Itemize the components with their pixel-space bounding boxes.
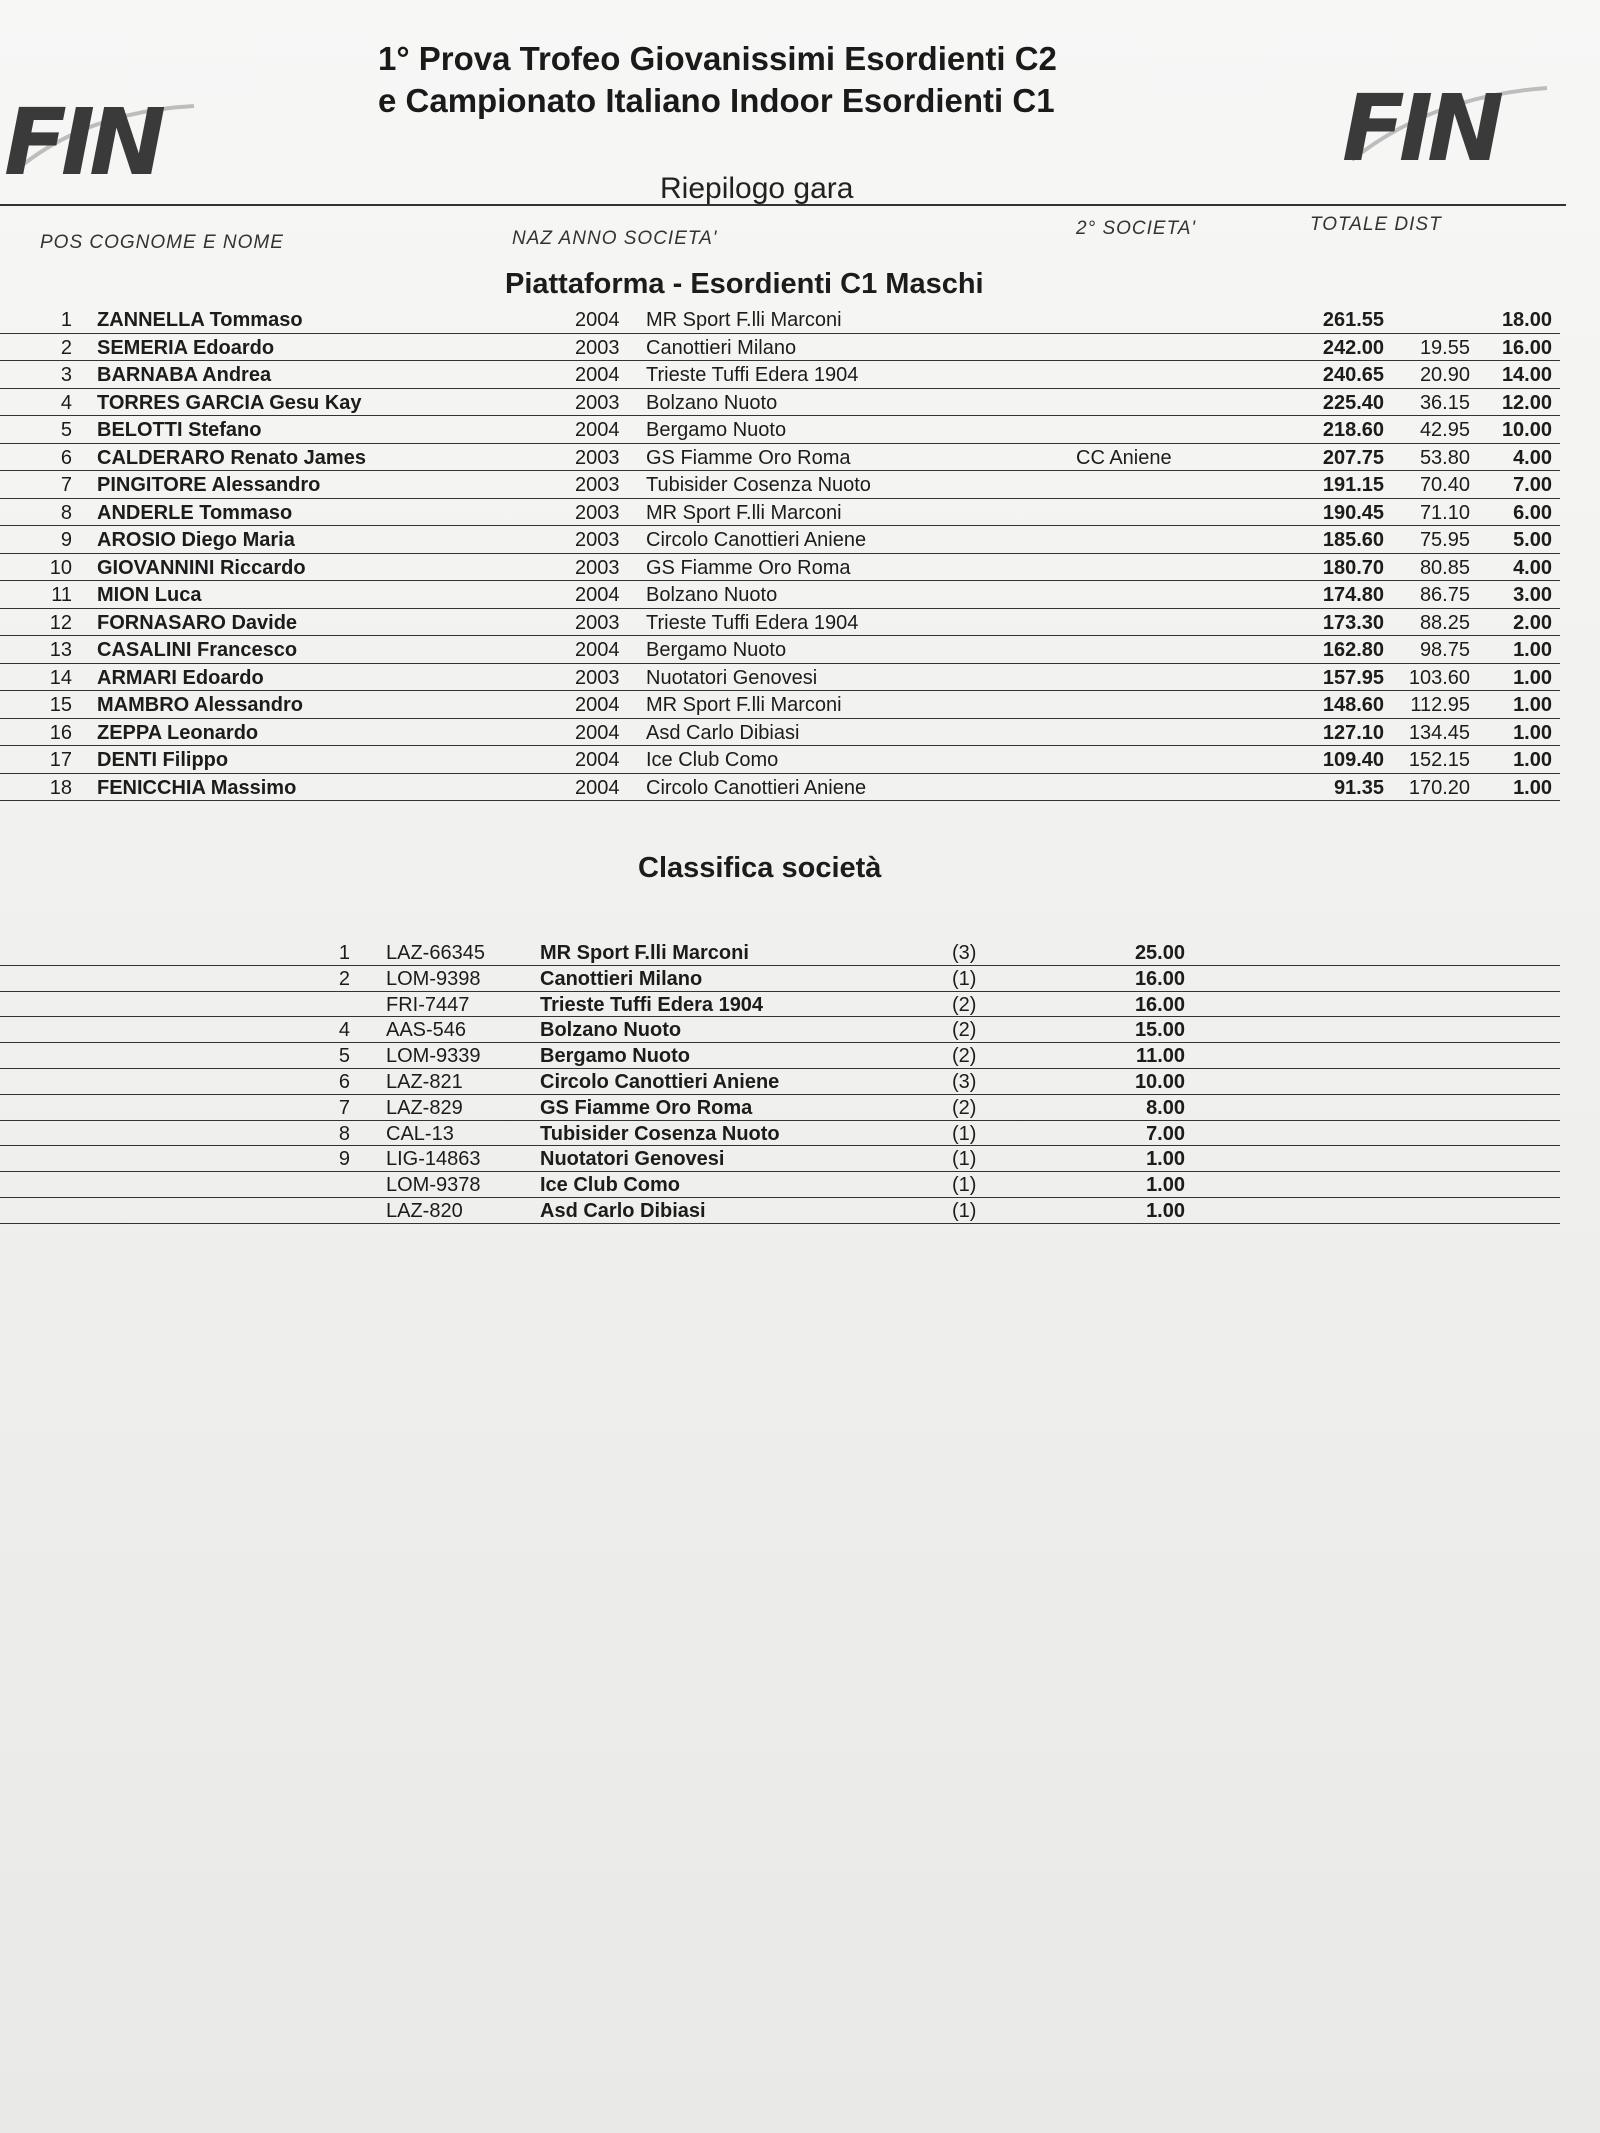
result-total: 162.80 <box>1322 639 1384 661</box>
club-count: (3) <box>952 942 977 964</box>
club-points: 16.00 <box>1134 967 1185 990</box>
fin-logo-left-text: FIN <box>4 92 161 184</box>
result-pos: 5 <box>60 419 72 441</box>
table-row <box>0 499 1560 527</box>
result-pos: 18 <box>49 776 72 799</box>
club-points: 8.00 <box>1146 1096 1185 1119</box>
result-points: 1.00 <box>1513 666 1552 689</box>
result-year: 2003 <box>575 474 620 496</box>
result-points: 1.00 <box>1513 776 1552 799</box>
club-count: (2) <box>952 993 977 1016</box>
results-table <box>0 306 1560 801</box>
result-year: 2003 <box>575 391 620 414</box>
result-club: Circolo Canottieri Aniene <box>646 529 867 551</box>
result-points: 1.00 <box>1513 694 1552 716</box>
result-total: 225.40 <box>1322 391 1384 414</box>
club-points: 1.00 <box>1146 1174 1185 1197</box>
result-year: 2003 <box>575 529 620 551</box>
club-code: LAZ-820 <box>386 1199 463 1222</box>
result-total: 261.55 <box>1322 309 1384 331</box>
result-dist: 134.45 <box>1408 721 1470 744</box>
table-row <box>0 966 1560 992</box>
table-row <box>0 526 1560 554</box>
result-dist: 75.95 <box>1419 529 1470 551</box>
fin-logo-right <box>1342 76 1554 170</box>
result-dist: 112.95 <box>1410 694 1470 716</box>
club-rank: 1 <box>338 942 350 964</box>
result-club: Trieste Tuffi Edera 1904 <box>646 364 859 386</box>
result-club: Tubisider Cosenza Nuoto <box>646 474 871 496</box>
result-pos: 13 <box>49 639 72 661</box>
result-total: 109.40 <box>1322 749 1384 771</box>
table-row <box>0 940 1560 966</box>
table-row <box>0 691 1560 719</box>
fin-logo-left <box>4 92 204 184</box>
result-dist: 42.95 <box>1419 419 1470 441</box>
club-code: AAS-546 <box>386 1019 467 1042</box>
header-rule <box>0 204 1566 206</box>
result-points: 6.00 <box>1513 501 1552 524</box>
result-name: ANDERLE Tommaso <box>97 501 293 524</box>
result-dist: 88.25 <box>1419 611 1470 634</box>
result-pos: 12 <box>49 611 72 634</box>
result-year: 2004 <box>575 749 620 771</box>
club-name: Bolzano Nuoto <box>540 1019 682 1042</box>
club-name: Nuotatori Genovesi <box>540 1148 725 1171</box>
result-club: Bolzano Nuoto <box>646 391 778 414</box>
result-pos: 10 <box>49 556 72 579</box>
result-club: Circolo Canottieri Aniene <box>646 776 867 799</box>
result-pos: 1 <box>60 309 72 331</box>
result-dist: 98.75 <box>1419 639 1470 661</box>
club-points: 11.00 <box>1136 1045 1185 1068</box>
result-points: 1.00 <box>1513 639 1552 661</box>
table-row <box>0 1146 1560 1172</box>
result-points: 7.00 <box>1513 474 1552 496</box>
result-points: 16.00 <box>1501 336 1552 359</box>
page-subtitle: Riepilogo gara <box>660 172 854 205</box>
result-total: 242.00 <box>1322 336 1384 359</box>
club-count: (3) <box>952 1070 977 1093</box>
result-club: Bergamo Nuoto <box>646 639 787 661</box>
result-name: BELOTTI Stefano <box>97 419 262 441</box>
club-name: Bergamo Nuoto <box>540 1045 690 1068</box>
table-row <box>0 1121 1560 1147</box>
result-name: TORRES GARCIA Gesu Kay <box>97 391 362 414</box>
club-code: LIG-14863 <box>386 1148 481 1171</box>
result-name: CASALINI Francesco <box>97 639 298 661</box>
club-points: 7.00 <box>1146 1122 1185 1145</box>
club-points: 1.00 <box>1146 1148 1185 1171</box>
table-row <box>0 361 1560 389</box>
table-row <box>0 334 1560 362</box>
result-points: 3.00 <box>1513 584 1552 606</box>
result-dist: 152.15 <box>1408 749 1470 771</box>
result-club: Asd Carlo Dibiasi <box>646 721 800 744</box>
result-total: 157.95 <box>1322 666 1384 689</box>
club-code: LOM-9378 <box>386 1174 481 1197</box>
club-name: Trieste Tuffi Edera 1904 <box>540 993 764 1016</box>
result-club: GS Fiamme Oro Roma <box>646 446 851 469</box>
table-row <box>0 306 1560 334</box>
club-rank: 6 <box>338 1070 350 1093</box>
result-total: 148.60 <box>1322 694 1384 716</box>
result-pos: 2 <box>60 336 72 359</box>
result-name: FORNASARO Davide <box>97 611 298 634</box>
col-header-pos-name: POS COGNOME E NOME <box>40 232 284 253</box>
club-points: 15.00 <box>1134 1019 1185 1042</box>
result-total: 185.60 <box>1322 529 1384 551</box>
club-count: (2) <box>952 1045 977 1068</box>
result-club: Bolzano Nuoto <box>646 584 778 606</box>
result-pos: 9 <box>60 529 72 551</box>
result-name: PINGITORE Alessandro <box>97 474 321 496</box>
table-row <box>0 1198 1560 1224</box>
result-name: ARMARI Edoardo <box>97 666 264 689</box>
club-name: Ice Club Como <box>540 1174 681 1197</box>
result-name: MAMBRO Alessandro <box>97 694 303 716</box>
table-row <box>0 746 1560 774</box>
col-header-totale-dist: TOTALE DIST <box>1310 214 1442 235</box>
result-club: Trieste Tuffi Edera 1904 <box>646 611 859 634</box>
club-code: LAZ-66345 <box>386 942 485 964</box>
result-name: SEMERIA Edoardo <box>97 336 275 359</box>
result-pos: 14 <box>49 666 72 689</box>
table-row <box>0 416 1560 444</box>
title-line-1: 1° Prova Trofeo Giovanissimi Esordienti C2 <box>378 40 1057 77</box>
result-year: 2003 <box>575 336 620 359</box>
table-row <box>0 664 1560 692</box>
result-year: 2004 <box>575 721 620 744</box>
result-total: 173.30 <box>1322 611 1384 634</box>
result-pos: 3 <box>60 364 72 386</box>
result-pos: 4 <box>60 391 72 414</box>
table-row <box>0 444 1560 472</box>
result-total: 190.45 <box>1322 501 1384 524</box>
result-year: 2003 <box>575 446 620 469</box>
club-ranking-title: Classifica società <box>638 852 882 884</box>
result-club: Ice Club Como <box>646 749 779 771</box>
result-club: MR Sport F.lli Marconi <box>646 501 842 524</box>
result-year: 2004 <box>575 639 620 661</box>
club-rank: 4 <box>338 1019 350 1042</box>
result-pos: 6 <box>60 446 72 469</box>
table-row <box>0 1095 1560 1121</box>
title-line-2: e Campionato Italiano Indoor Esordienti C1 <box>378 82 1055 119</box>
result-total: 218.60 <box>1322 419 1384 441</box>
result-dist: 53.80 <box>1419 446 1470 469</box>
result-total: 91.35 <box>1333 776 1384 799</box>
club-count: (2) <box>952 1096 977 1119</box>
result-club: GS Fiamme Oro Roma <box>646 556 851 579</box>
result-total: 240.65 <box>1322 364 1384 386</box>
result-pos: 8 <box>60 501 72 524</box>
result-points: 4.00 <box>1513 556 1552 579</box>
result-dist: 86.75 <box>1419 584 1470 606</box>
result-points: 14.00 <box>1501 364 1552 386</box>
result-club: Canottieri Milano <box>646 336 797 359</box>
table-row <box>0 554 1560 582</box>
result-dist: 71.10 <box>1419 501 1470 524</box>
club-count: (1) <box>952 1199 977 1222</box>
result-total: 191.15 <box>1322 474 1384 496</box>
col-header-societa2: 2° SOCIETA' <box>1076 218 1197 239</box>
club-code: LOM-9339 <box>386 1045 481 1068</box>
club-code: CAL-13 <box>386 1122 454 1145</box>
result-club: MR Sport F.lli Marconi <box>646 309 842 331</box>
result-name: DENTI Filippo <box>97 749 229 771</box>
club-count: (1) <box>952 1174 977 1197</box>
result-name: AROSIO Diego Maria <box>97 529 295 551</box>
result-dist: 103.60 <box>1408 666 1470 689</box>
result-dist: 80.85 <box>1419 556 1470 579</box>
result-points: 2.00 <box>1513 611 1552 634</box>
table-row <box>0 774 1560 802</box>
club-rank: 7 <box>338 1096 350 1119</box>
table-row <box>0 1069 1560 1095</box>
club-rank: 2 <box>338 967 350 990</box>
table-row <box>0 992 1560 1018</box>
result-year: 2004 <box>575 309 620 331</box>
club-rank: 5 <box>338 1045 350 1068</box>
result-year: 2003 <box>575 501 620 524</box>
result-points: 1.00 <box>1513 749 1552 771</box>
result-name: CALDERARO Renato James <box>97 446 366 469</box>
result-name: BARNABA Andrea <box>97 364 272 386</box>
result-name: FENICCHIA Massimo <box>97 776 297 799</box>
result-total: 174.80 <box>1322 584 1384 606</box>
result-year: 2003 <box>575 611 620 634</box>
club-name: GS Fiamme Oro Roma <box>540 1096 753 1119</box>
club-rank: 8 <box>338 1122 350 1145</box>
result-pos: 7 <box>60 474 72 496</box>
result-pos: 15 <box>49 694 72 716</box>
fin-logo-right-text: FIN <box>1342 76 1499 170</box>
col-header-naz-anno-societa: NAZ ANNO SOCIETA' <box>512 228 718 249</box>
club-name: Asd Carlo Dibiasi <box>540 1199 706 1222</box>
club-name: Circolo Canottieri Aniene <box>540 1070 780 1093</box>
result-points: 12.00 <box>1501 391 1552 414</box>
event-title: Piattaforma - Esordienti C1 Maschi <box>505 268 984 300</box>
result-points: 18.00 <box>1501 309 1552 331</box>
club-name: Tubisider Cosenza Nuoto <box>540 1122 780 1145</box>
club-count: (1) <box>952 1148 977 1171</box>
club-code: LOM-9398 <box>386 967 481 990</box>
result-pos: 17 <box>49 749 72 771</box>
result-dist: 70.40 <box>1419 474 1470 496</box>
result-points: 10.00 <box>1501 419 1552 441</box>
result-total: 207.75 <box>1322 446 1384 469</box>
result-points: 1.00 <box>1513 721 1552 744</box>
page-title <box>378 38 1198 122</box>
result-year: 2004 <box>575 364 620 386</box>
club-count: (2) <box>952 1019 977 1042</box>
table-row <box>0 636 1560 664</box>
club-points: 25.00 <box>1134 942 1185 964</box>
result-dist: 19.55 <box>1419 336 1470 359</box>
table-row <box>0 1172 1560 1198</box>
result-pos: 11 <box>51 584 72 606</box>
result-club: Nuotatori Genovesi <box>646 666 818 689</box>
result-total: 180.70 <box>1322 556 1384 579</box>
result-name: ZEPPA Leonardo <box>97 721 259 744</box>
table-row <box>0 719 1560 747</box>
club-name: MR Sport F.lli Marconi <box>540 942 749 964</box>
table-row <box>0 389 1560 417</box>
club-count: (1) <box>952 967 977 990</box>
club-code: FRI-7447 <box>386 993 470 1016</box>
result-year: 2004 <box>575 584 620 606</box>
result-year: 2004 <box>575 694 620 716</box>
result-name: MION Luca <box>97 584 202 606</box>
club-code: LAZ-821 <box>386 1070 463 1093</box>
table-row <box>0 471 1560 499</box>
club-count: (1) <box>952 1122 977 1145</box>
result-year: 2004 <box>575 419 620 441</box>
club-points: 1.00 <box>1146 1199 1185 1222</box>
result-club2: CC Aniene <box>1076 446 1172 469</box>
table-row <box>0 1017 1560 1043</box>
result-year: 2003 <box>575 556 620 579</box>
club-ranking-table <box>0 940 1560 1224</box>
result-dist: 36.15 <box>1419 391 1470 414</box>
table-row <box>0 1043 1560 1069</box>
club-name: Canottieri Milano <box>540 967 703 990</box>
club-points: 16.00 <box>1134 993 1185 1016</box>
result-dist: 170.20 <box>1408 776 1470 799</box>
club-rank: 9 <box>338 1148 350 1171</box>
result-dist: 20.90 <box>1419 364 1470 386</box>
result-name: GIOVANNINI Riccardo <box>97 556 306 579</box>
club-points: 10.00 <box>1134 1070 1185 1093</box>
table-row <box>0 609 1560 637</box>
result-total: 127.10 <box>1322 721 1384 744</box>
table-row <box>0 581 1560 609</box>
result-points: 4.00 <box>1513 446 1552 469</box>
result-club: MR Sport F.lli Marconi <box>646 694 842 716</box>
result-points: 5.00 <box>1513 529 1552 551</box>
result-year: 2004 <box>575 776 620 799</box>
result-club: Bergamo Nuoto <box>646 419 787 441</box>
result-year: 2003 <box>575 666 620 689</box>
result-name: ZANNELLA Tommaso <box>97 309 303 331</box>
result-pos: 16 <box>49 721 72 744</box>
club-code: LAZ-829 <box>386 1096 463 1119</box>
